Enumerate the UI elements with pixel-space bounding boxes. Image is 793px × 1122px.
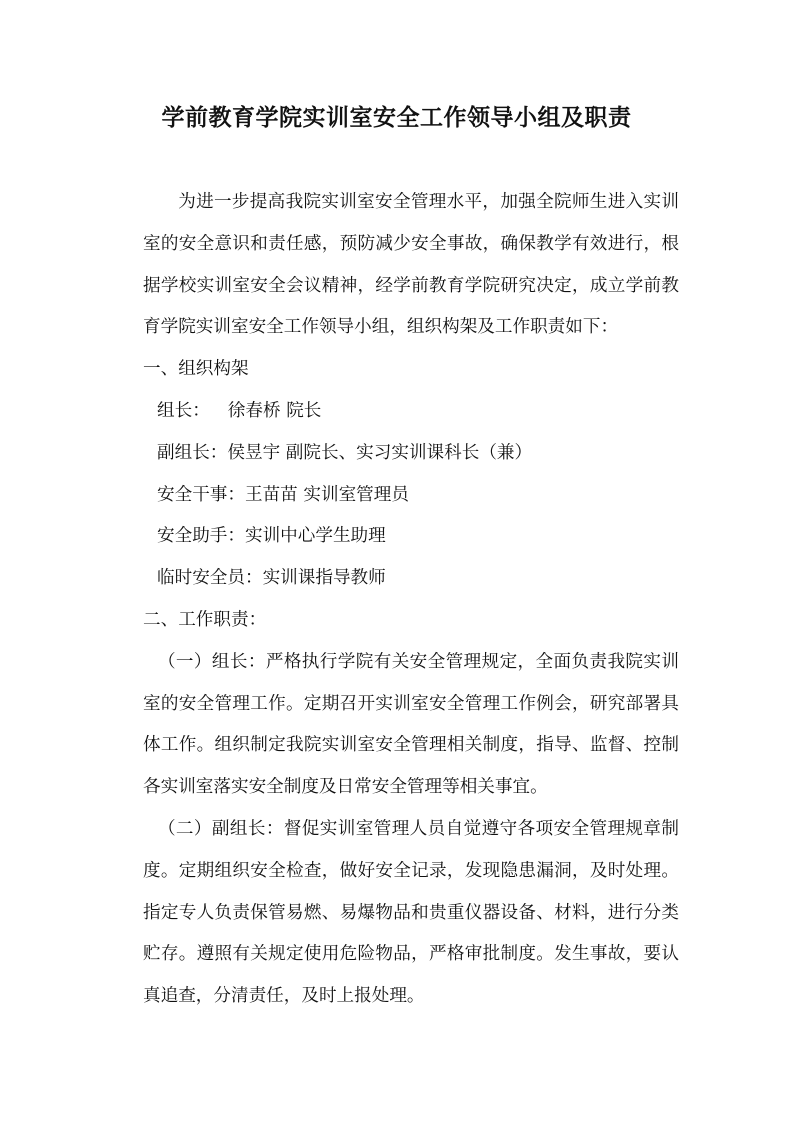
member-title: 实训课指导教师: [262, 568, 386, 589]
member-safety-assistant: [143, 516, 679, 558]
document-title: 学前教育学院实训室安全工作领导小组及职责: [161, 105, 632, 131]
member-safety-officer: [143, 475, 679, 517]
member-deputy-leader: [143, 433, 679, 475]
duty-paragraph-leader: （一）组长：严格执行学院有关安全管理规定，全面负责我院实训室的安全管理工作。定期召开实训室安全管理工作例会，研究部署具体工作。组织制定我院实训室安全管理相关制度，指导、监督、控制各实训室落实安全制度及日常安全管理等相关事宜。: [143, 651, 679, 798]
member-role: 临时安全员：: [157, 568, 263, 589]
section-heading-duties: 二、工作职责：: [143, 609, 267, 630]
member-title: 院长: [286, 400, 322, 421]
member-title: 实训中心学生助理: [244, 526, 386, 547]
member-name: 王苗苗: [244, 484, 298, 505]
member-name: 徐春桥: [227, 400, 281, 421]
duty-paragraph-deputy: （二）副组长：督促实训室管理人员自觉遵守各项安全管理规章制度。定期组织安全检查，做好安全记录，发现隐患漏洞，及时处理。指定专人负责保管易燃、易爆物品和贵重仪器设备、材料，进行分类贮存。遵照有关规定使用危险物品，严格审批制度。发生事故，要认真追查，分清责任，及时上报处理。: [143, 818, 679, 1007]
member-role: 安全干事：: [157, 484, 245, 505]
member-leader: [143, 391, 679, 433]
section-heading-structure: 一、组织构架: [143, 359, 249, 380]
document-body: [143, 182, 679, 1018]
intro-paragraph: 为进一步提高我院实训室安全管理水平，加强全院师生进入实训室的安全意识和责任感，预防减少安全事故，确保教学有效进行，根据学校实训室安全会议精神，经学前教育学院研究决定，成立学前教育学院实训室安全工作领导小组，组织构架及工作职责如下：: [143, 192, 679, 338]
member-role: 副组长：: [157, 442, 228, 463]
member-role: 组长：: [157, 400, 210, 421]
member-name: 侯昱宇: [227, 442, 281, 463]
member-role: 安全助手：: [157, 526, 245, 547]
member-title: 实训室管理员: [303, 484, 409, 505]
member-title: 副院长、实习实训课科长（兼）: [285, 442, 533, 463]
member-temporary-safety: [143, 558, 679, 600]
